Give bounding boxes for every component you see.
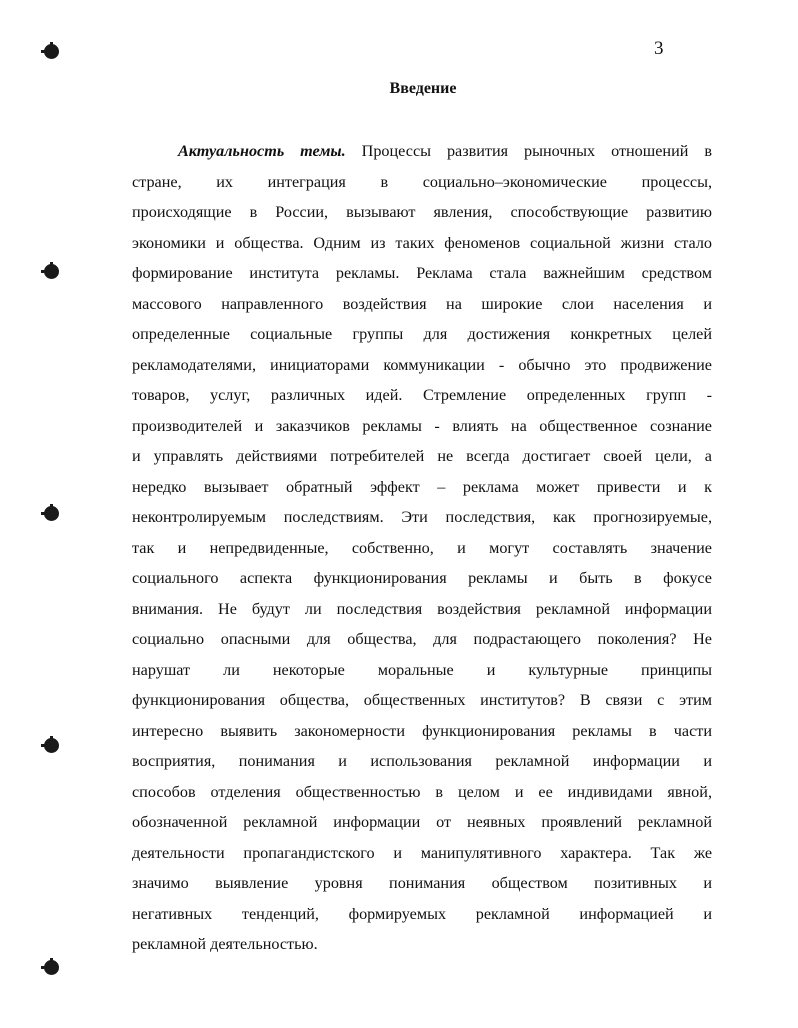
paragraph-line: функционирования общества, общественных институтов? В связи с этим (132, 691, 712, 709)
paragraph-first-line (132, 136, 712, 167)
paragraph-line: определенные социальные группы для достижения конкретных целей (132, 325, 712, 343)
paragraph-line: нередко вызывает обратный эффект – реклама может привести и к (132, 477, 712, 496)
paragraph-line: нарушат ли некоторые моральные и культурные принципы (132, 660, 712, 679)
paragraph-line: социально опасными для общества, для подрастающего поколения? Не (132, 630, 712, 648)
paragraph-line: рекламодателями, инициаторами коммуникации - обычно это продвижение (132, 355, 712, 374)
paragraph-line: стране, их интеграция в социально–экономические процессы, (132, 172, 712, 191)
binding-hole-mark (44, 738, 59, 753)
lead-rest: Процессы развития рыночных отношений в (345, 142, 712, 160)
paragraph-last-line: рекламной деятельностью. (132, 935, 318, 953)
paragraph-line: восприятия, понимания и использования рекламной информации и (132, 752, 712, 770)
paragraph-line: значимо выявление уровня понимания обществом позитивных и (132, 874, 712, 892)
paragraph-line: происходящие в России, вызывают явления, способствующие развитию (132, 203, 712, 221)
body-paragraph (132, 136, 712, 960)
paragraph-line: формирование института рекламы. Реклама стала важнейшим средством (132, 264, 712, 282)
paragraph-line: так и непредвиденные, собственно, и могут составлять значение (132, 538, 712, 557)
binding-hole-mark (44, 960, 59, 975)
paragraph-line: негативных тенденций, формируемых рекламной информацией и (132, 904, 712, 923)
paragraph-line: экономики и общества. Одним из таких феноменов социальной жизни стало (132, 233, 712, 252)
paragraph-line: производителей и заказчиков рекламы - влиять на общественное сознание (132, 416, 712, 435)
paragraph-line: товаров, услуг, различных идей. Стремление определенных групп - (132, 386, 712, 404)
paragraph-line: неконтролируемым последствиям. Эти последствия, как прогнозируемые, (132, 508, 712, 526)
paragraph-line: массового направленного воздействия на широкие слои населения и (132, 294, 712, 313)
lead-emphasis: Актуальность темы. (178, 142, 346, 160)
paragraph-line: деятельности пропагандистского и манипулятивного характера. Так же (132, 843, 712, 862)
section-heading: Введение (389, 80, 457, 97)
binding-hole-mark (44, 44, 59, 59)
binding-hole-mark (44, 506, 59, 521)
paragraph-line: внимания. Не будут ли последствия воздействия рекламной информации (132, 599, 712, 618)
paragraph-line: способов отделения общественностью в целом и ее индивидами явной, (132, 782, 712, 801)
binding-hole-mark (44, 264, 59, 279)
paragraph-line: обозначенной рекламной информации от неявных проявлений рекламной (132, 813, 712, 831)
paragraph-line: и управлять действиями потребителей не всегда достигает своей цели, а (132, 447, 712, 465)
page-number: 3 (654, 38, 664, 59)
paragraph-line: социального аспекта функционирования рекламы и быть в фокусе (132, 569, 712, 587)
paragraph-line: интересно выявить закономерности функционирования рекламы в части (132, 721, 712, 740)
